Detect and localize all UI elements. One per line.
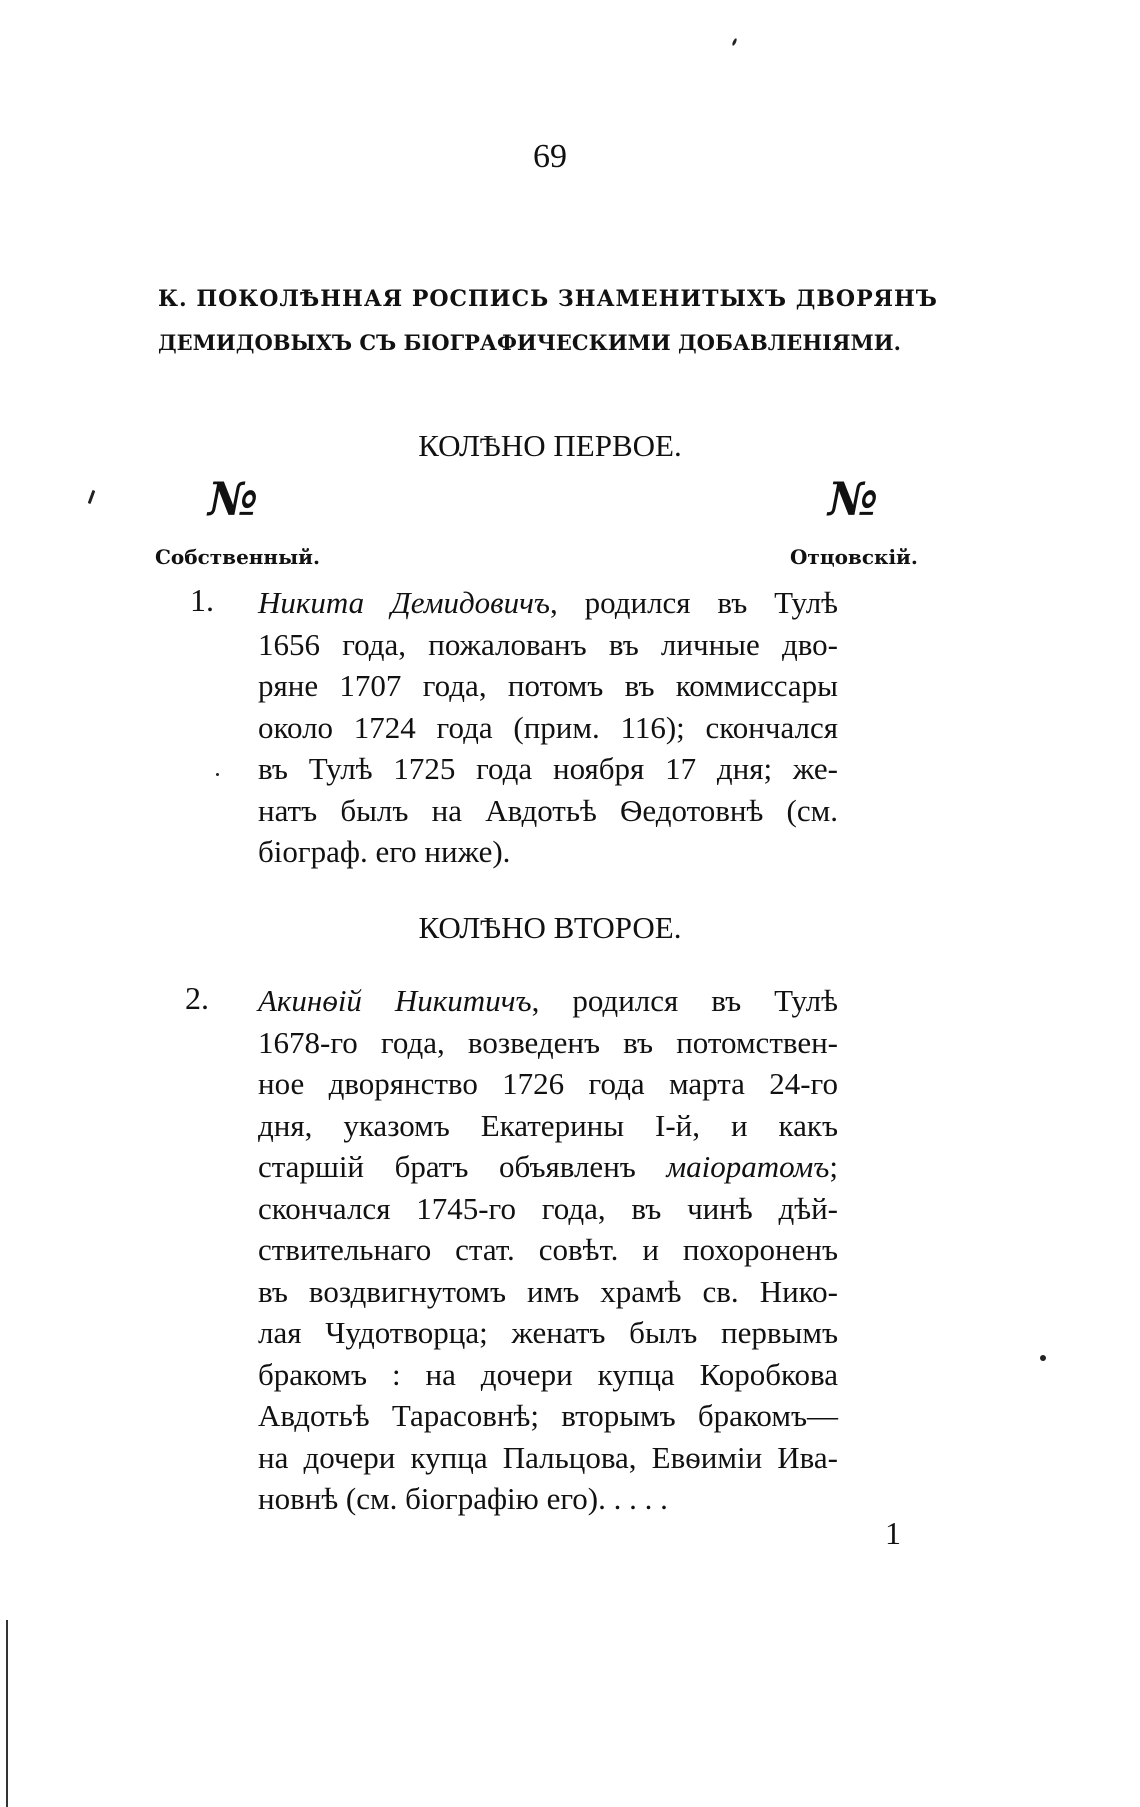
person-name-nikita: Никита Демидовичъ [258,585,551,620]
entry-text-2 [258,980,838,1520]
scan-speck [216,773,219,776]
number-sign-right: № [828,472,878,526]
entry-2-line-6: скончался 1745-го года, въ чинѣ дѣй- [258,1190,838,1226]
entry-2-line-13: новнѣ (см. біографію его). . . . . [258,1481,668,1516]
entry-1-line-5: въ Тулѣ 1725 года ноября 17 дня; же- [258,751,838,786]
entry-number-1: 1. [190,582,214,618]
section-title-first: КОЛѢНО ПЕРВОЕ. [418,428,682,463]
scan-speck [1040,1355,1046,1361]
entry-2-line-12: на дочери купца Пальцова, Евѳиміи Ива- [258,1439,838,1475]
entry-1-line-6: натъ былъ на Авдотьѣ Ѳедотовнѣ (см. [258,792,838,828]
entry-2-line-8: въ воздвигнутомъ имъ храмѣ св. Нико- [258,1273,838,1309]
column-header-own: Собственный. [155,545,320,569]
scan-speck [88,490,96,504]
entry-2-line-10: бракомъ : на дочери купца Коробкова [258,1356,838,1392]
entry-2-line-2: 1678-го года, возведенъ въ потомствен- [258,1024,838,1060]
entry-1-line-1: Никита Демидовичъ, родился въ Тулѣ [258,585,838,620]
section-title-second: КОЛѢНО ВТОРОЕ. [418,910,682,945]
paternal-ref-number: 1 [885,1515,901,1551]
number-sign-left: № [208,472,258,526]
entry-2-line-7: ствительнаго стат. совѣт. и похороненъ [258,1232,838,1267]
entry-2-line-11: Авдотьѣ Тарасовнѣ; вторымъ бракомъ— [258,1398,838,1433]
entry-2-line-5: старшій братъ объявленъ маіоратомъ; [258,1149,838,1184]
column-header-paternal: Отцовскій. [790,545,918,569]
entry-1-line-3: ряне 1707 года, потомъ въ коммиссары [258,668,838,703]
person-name-akinfiy: Акинѳій Никитичъ [258,983,532,1018]
entry-2-line-1: Акинѳій Никитичъ, родился въ Тулѣ [258,983,838,1018]
scan-speck [731,38,737,47]
scan-edge-line [6,1620,8,1807]
entry-1-line-7: біограф. его ниже). [258,834,511,869]
italic-term-maioratom: маіоратомъ [666,1149,830,1184]
entry-number-2: 2. [185,980,209,1016]
page-number: 69 [533,138,567,175]
entry-text-1 [258,582,838,873]
entry-1-line-4: около 1724 года (прим. 116); скончался [258,709,838,745]
entry-1-line-2: 1656 года, пожалованъ въ личные дво- [258,626,838,662]
entry-2-line-4: дня, указомъ Екатерины I-й, и какъ [258,1107,838,1143]
entry-2-line-9: лая Чудотворца; женатъ былъ первымъ [258,1315,838,1350]
entry-2-line-3: ное дворянство 1726 года марта 24-го [258,1066,838,1101]
heading-line-1: К. ПОКОЛѢННАЯ РОСПИСЬ ЗНАМЕНИТЫХЪ ДВОРЯНЪ [158,286,938,312]
heading-line-2: ДЕМИДОВЫХЪ СЪ БІОГРАФИЧЕСКИМИ ДОБАВЛЕНІЯМИ. [158,330,901,355]
